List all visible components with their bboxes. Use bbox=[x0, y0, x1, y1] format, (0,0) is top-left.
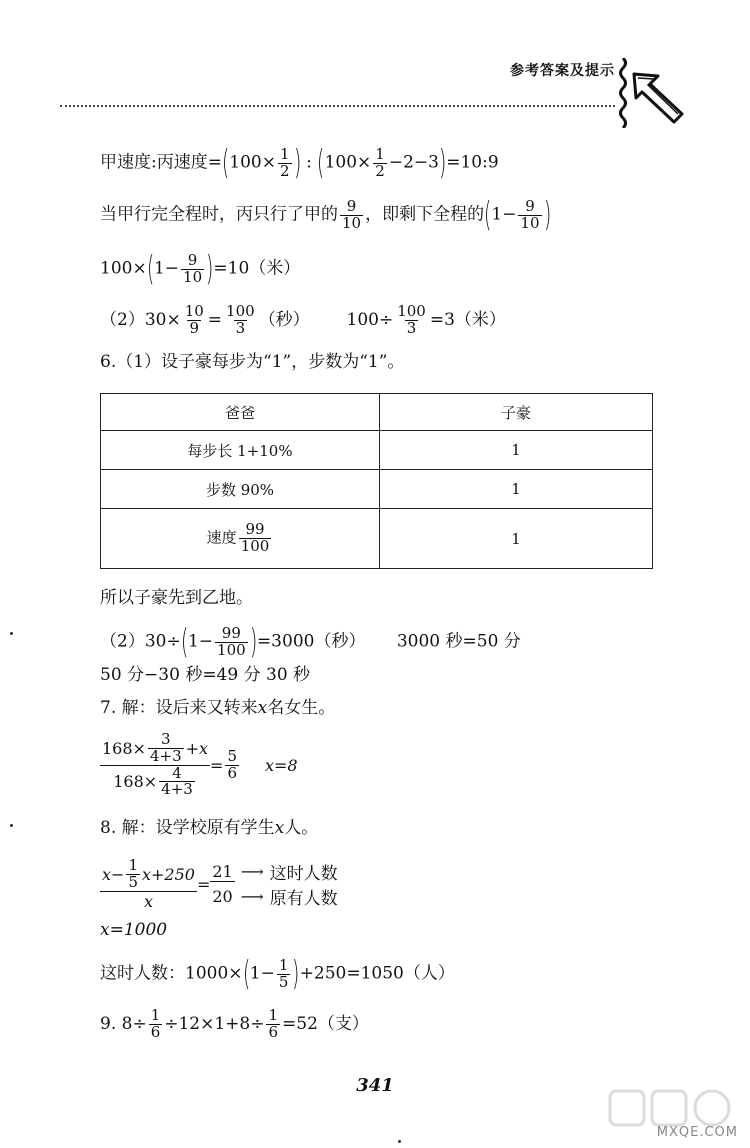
fraction: $\frac{5}{6}$ bbox=[227, 746, 237, 782]
table-cell: 1 bbox=[380, 470, 653, 509]
table-cell: 每步长 1+10% bbox=[101, 431, 380, 470]
remaining-distance-line: 当甲行完全程时，丙只行了甲的 $\frac{9}{10}$ ，即剩下全程的(1− $\frac{9}{10}$ ) bbox=[100, 195, 551, 235]
table-row bbox=[101, 470, 653, 509]
fraction: $\frac{99}{100}$ bbox=[217, 623, 246, 659]
fraction: $\frac{9}{10}$ bbox=[183, 250, 203, 286]
conclusion-line: 所以子豪先到乙地。 bbox=[100, 588, 253, 608]
header-title: 参考答案及提示 bbox=[510, 63, 615, 79]
table-header-cell: 子豪 bbox=[380, 394, 653, 431]
arrow-right-icon: ⟶ bbox=[240, 862, 264, 882]
scan-dot bbox=[10, 632, 13, 635]
scan-dot bbox=[398, 1140, 401, 1143]
fraction: $\frac{1}{5}$ bbox=[278, 955, 289, 991]
fraction: $\frac{9}{10}$ bbox=[520, 196, 540, 232]
part2-calc-line: （2）30÷(1− $\frac{99}{100}$ )=3000（秒） 3000 秒=50 分 bbox=[100, 622, 521, 662]
fraction: $\frac{1}{6}$ bbox=[268, 1006, 279, 1041]
question-7-heading: 7. 解：设后来又转来x名女生。 bbox=[100, 698, 336, 718]
watermark-text: MXQE.COM bbox=[656, 1125, 738, 1140]
comparison-table bbox=[100, 393, 653, 569]
ratio-line: 甲速度:丙速度=(100× $\frac{1}{2}$ ) : (100× $\frac{1}{2}$ −2−3)=10:9 bbox=[100, 143, 499, 183]
table-cell: 步数 90% bbox=[101, 470, 380, 509]
fraction: $\frac{100}{3}$ bbox=[397, 302, 426, 337]
question-8-equation: x− $\frac{1}{5}$ x+250 x = 21 ⟶ 这时人数 20 ⟶ 原有人数 bbox=[102, 856, 338, 911]
table-header-cell: 爸爸 bbox=[101, 394, 380, 431]
fraction: $\frac{4}{4+3}$ bbox=[161, 763, 193, 799]
table-cell: 速度 $\frac{99}{100}$ bbox=[101, 509, 380, 569]
time-difference-line: 50 分−30 秒=49 分 30 秒 bbox=[100, 665, 311, 685]
question-6-heading: 6.（1）设子豪每步为“1”，步数为“1”。 bbox=[100, 352, 405, 372]
distance-calc-line: 100×(1− $\frac{9}{10}$ )=10（米） bbox=[100, 249, 301, 289]
header-divider bbox=[60, 105, 615, 107]
arrow-up-left-icon bbox=[628, 68, 686, 126]
question-7-equation: 168× $\frac{3}{4+3}$ + x 168× $\frac{4}{4+3}$ = $\frac{5}{6}$ x=8 bbox=[102, 730, 298, 799]
solution-line: x=1000 bbox=[100, 920, 168, 940]
fraction: $\frac{10}{9}$ bbox=[184, 302, 204, 337]
wavy-border-decoration bbox=[618, 58, 628, 128]
scan-dot bbox=[10, 824, 13, 827]
fraction: $\frac{1}{6}$ bbox=[150, 1006, 161, 1041]
fraction: $\frac{1}{5}$ bbox=[128, 856, 138, 891]
fraction: $\frac{100}{3}$ bbox=[226, 302, 255, 337]
part2-time-line: （2）30× $\frac{10}{9}$ = $\frac{100}{3}$ （秒） 100÷ $\frac{100}{3}$ =3（米） bbox=[100, 302, 506, 337]
question-9-line: 9. 8÷ $\frac{1}{6}$ ÷12×1+8÷ $\frac{1}{6}$ =52（支） bbox=[100, 1006, 369, 1041]
fraction: $\frac{1}{2}$ bbox=[375, 144, 385, 180]
table-row bbox=[101, 431, 653, 470]
fraction: $\frac{9}{10}$ bbox=[342, 196, 362, 232]
current-count-line: 这时人数：1000×(1− $\frac{1}{5}$ )+250=1050（人） bbox=[100, 954, 455, 994]
fraction: $\frac{1}{2}$ bbox=[279, 144, 290, 180]
fraction: $\frac{99}{100}$ bbox=[240, 520, 270, 555]
table-row bbox=[101, 509, 653, 569]
table-cell: 1 bbox=[380, 509, 653, 569]
table-header-row bbox=[101, 394, 653, 431]
fraction: $\frac{3}{4+3}$ bbox=[149, 730, 182, 765]
page-number: 341 bbox=[356, 1075, 394, 1096]
table-cell: 1 bbox=[380, 431, 653, 470]
arrow-right-icon: ⟶ bbox=[240, 887, 264, 907]
question-8-heading: 8. 解：设学校原有学生x人。 bbox=[100, 818, 319, 838]
